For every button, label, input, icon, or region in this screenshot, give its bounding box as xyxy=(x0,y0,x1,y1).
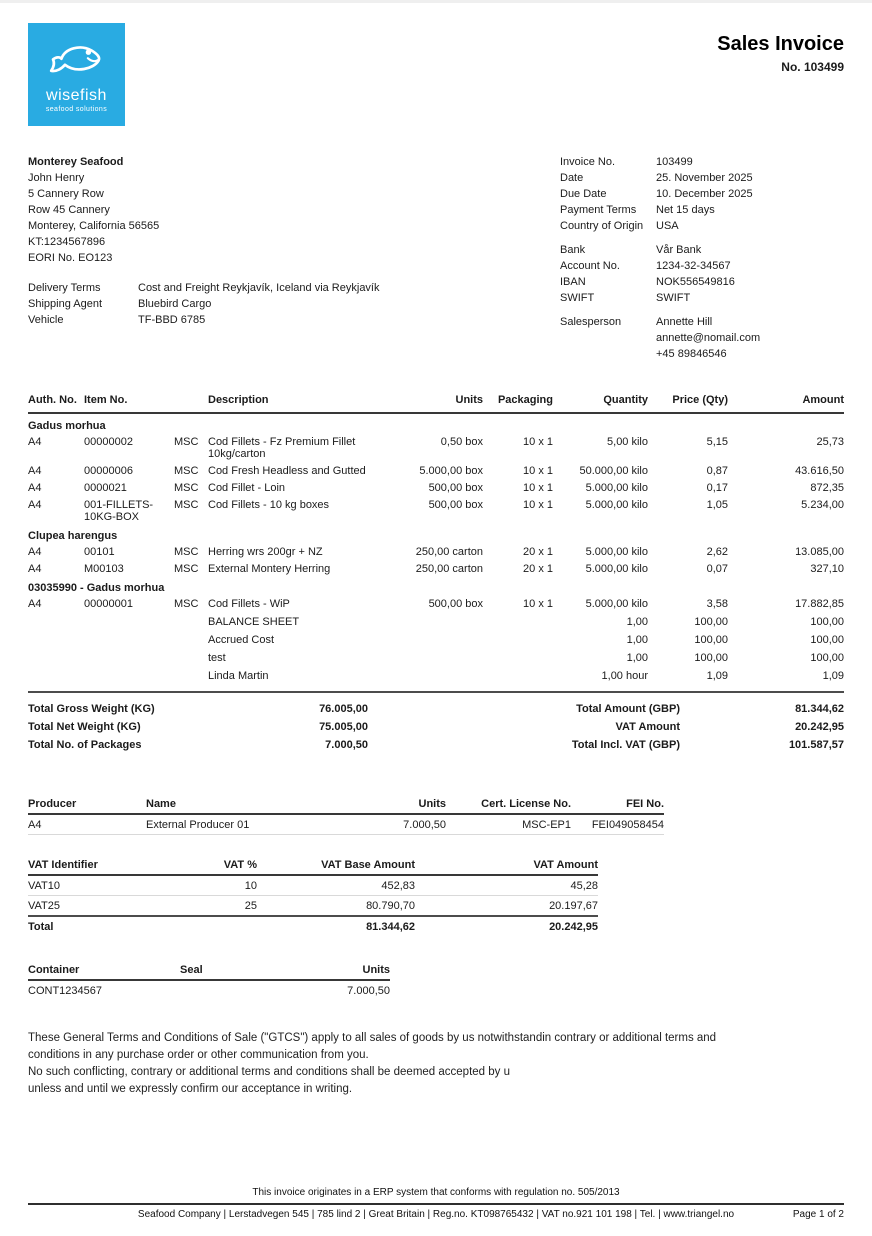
bank-info-group xyxy=(560,242,844,306)
customer-address-line: EORI No. EO123 xyxy=(28,252,113,264)
charge-row xyxy=(28,611,844,629)
vat-pct: 25 xyxy=(170,896,257,917)
table-row xyxy=(28,495,844,524)
cell-pack: 10 x 1 xyxy=(523,482,553,494)
cell-amount: 872,35 xyxy=(810,482,844,494)
total-gross-weight-row xyxy=(28,700,368,718)
cell-desc: Accrued Cost xyxy=(208,634,275,646)
company-logo xyxy=(28,23,125,126)
table-row xyxy=(28,542,844,559)
cell-units: 500,00 box xyxy=(428,482,483,494)
total-label: Total Amount (GBP) xyxy=(576,703,680,715)
due-date-row xyxy=(560,186,844,202)
producer-table xyxy=(28,798,664,835)
producer-header-row xyxy=(28,798,664,814)
title-block xyxy=(717,23,844,74)
cell-amount: 25,73 xyxy=(816,436,844,448)
cell-desc: Cod Fresh Headless and Gutted xyxy=(208,465,366,477)
info-label: IBAN xyxy=(560,276,586,288)
totals-weights xyxy=(28,700,368,754)
shipping-agent-label: Shipping Agent xyxy=(28,298,103,310)
line-items-table xyxy=(28,394,844,683)
table-row xyxy=(28,478,844,495)
cell-item: 00000006 xyxy=(84,465,133,477)
cell-amount: 100,00 xyxy=(810,616,844,628)
cell-qty: 5,00 kilo xyxy=(607,436,648,448)
cell-qty: 5.000,00 kilo xyxy=(585,546,648,558)
company-footer-line xyxy=(28,1205,844,1220)
producer-fei: FEI049058454 xyxy=(571,814,664,835)
total-net-weight-row xyxy=(28,718,368,736)
info-section xyxy=(28,154,844,370)
total-value: 81.344,62 xyxy=(795,703,844,715)
producer-cert: MSC-EP1 xyxy=(446,814,571,835)
cell-item xyxy=(84,647,174,665)
cell-cert: MSC xyxy=(174,436,199,448)
cell-price: 0,17 xyxy=(706,482,728,494)
vehicle-label: Vehicle xyxy=(28,314,64,326)
customer-name: Monterey Seafood xyxy=(28,156,124,168)
total-value: 75.005,00 xyxy=(319,721,368,733)
total-label: Total Gross Weight (KG) xyxy=(28,703,155,715)
species-group-name: Gadus morhua xyxy=(28,420,106,432)
cell-auth: A4 xyxy=(28,465,42,477)
cell-price: 1,09 xyxy=(706,670,728,682)
cell-cert: MSC xyxy=(174,465,199,477)
cell-qty: 5.000,00 kilo xyxy=(585,598,648,610)
cell-item xyxy=(84,665,174,683)
bank-row xyxy=(560,242,844,258)
salesperson-phone-row xyxy=(560,346,844,362)
info-value: Net 15 days xyxy=(656,204,715,216)
cell-units: 500,00 box xyxy=(428,499,483,511)
cell-amount: 100,00 xyxy=(810,634,844,646)
cell-cert: MSC xyxy=(174,546,199,558)
shipping-agent-row xyxy=(28,296,560,312)
cell-cert: MSC xyxy=(174,499,199,511)
vehicle-value: TF-BBD 6785 xyxy=(138,314,206,326)
cell-amount: 327,10 xyxy=(810,563,844,575)
col-auth-no: Auth. No. xyxy=(28,394,84,413)
container-row xyxy=(28,980,390,1000)
producer-id: A4 xyxy=(28,814,146,835)
cell-units: 0,50 box xyxy=(440,436,483,448)
cell-desc: Cod Fillets - Fz Premium Fillet 10kg/carton xyxy=(208,436,356,460)
items-header-row xyxy=(28,394,844,413)
delivery-terms-value: Cost and Freight Reykjavík, Iceland via Reykjavík xyxy=(138,282,380,294)
customer-address-line: KT:1234567896 xyxy=(28,236,106,248)
country-of-origin-row xyxy=(560,218,844,234)
vat-id: VAT25 xyxy=(28,896,170,917)
cell-item: 001-FILLETS-10KG-BOX xyxy=(84,499,154,523)
info-label xyxy=(560,330,656,346)
cell-desc: Linda Martin xyxy=(208,670,269,682)
invoice-number: No. 103499 xyxy=(781,60,844,74)
cell-qty: 50.000,00 kilo xyxy=(579,465,648,477)
cell-pack xyxy=(483,611,553,629)
cell-cert xyxy=(174,647,208,665)
info-label: Country of Origin xyxy=(560,220,644,232)
vat-base: 452,83 xyxy=(257,875,415,896)
cell-price: 0,87 xyxy=(706,465,728,477)
cell-desc: External Montery Herring xyxy=(208,563,331,575)
col-price: Price (Qty) xyxy=(648,394,728,413)
container-table xyxy=(28,964,390,1000)
info-value: 103499 xyxy=(656,156,693,168)
cell-amount: 5.234,00 xyxy=(801,499,844,511)
cell-auth xyxy=(28,665,84,683)
terms-line: conditions in any purchase order or other communication from you. xyxy=(28,1049,369,1061)
customer-address-line: Row 45 Cannery xyxy=(28,204,110,216)
cell-auth: A4 xyxy=(28,436,42,448)
col-cert xyxy=(174,394,208,413)
total-label: Total Net Weight (KG) xyxy=(28,721,141,733)
cell-auth: A4 xyxy=(28,499,42,511)
cell-price: 5,15 xyxy=(706,436,728,448)
charge-row xyxy=(28,647,844,665)
cell-units: 250,00 carton xyxy=(415,546,483,558)
container-seal xyxy=(180,980,298,1000)
info-label: SWIFT xyxy=(560,292,595,304)
cell-pack: 10 x 1 xyxy=(523,598,553,610)
cell-qty: 1,00 xyxy=(626,652,648,664)
cell-auth: A4 xyxy=(28,598,42,610)
tariff-group-row xyxy=(28,576,844,594)
cell-price: 100,00 xyxy=(694,634,728,646)
invoice-info-group xyxy=(560,154,844,234)
vat-pct: 10 xyxy=(170,875,257,896)
info-value: NOK556549816 xyxy=(656,276,735,288)
invoice-info-block xyxy=(560,154,844,370)
salesperson-phone: +45 89846546 xyxy=(656,348,727,360)
cell-qty: 1,00 xyxy=(626,634,648,646)
cell-price: 100,00 xyxy=(694,652,728,664)
vat-total-pct xyxy=(170,916,257,936)
total-value: 20.242,95 xyxy=(795,721,844,733)
table-row xyxy=(28,432,844,461)
total-value: 7.000,50 xyxy=(325,739,368,751)
cell-item xyxy=(84,611,174,629)
cell-cert xyxy=(174,611,208,629)
cell-amount: 43.616,50 xyxy=(795,465,844,477)
logo-tagline: seafood solutions xyxy=(45,105,108,113)
cell-units: 5.000,00 box xyxy=(419,465,483,477)
col-amount: Amount xyxy=(728,394,844,413)
total-label: Total Incl. VAT (GBP) xyxy=(571,739,680,751)
vat-header-row xyxy=(28,859,598,875)
cell-qty: 1,00 hour xyxy=(601,670,648,682)
vat-total-base: 81.344,62 xyxy=(257,916,415,936)
account-no-row xyxy=(560,258,844,274)
cell-qty: 5.000,00 kilo xyxy=(585,482,648,494)
customer-address-line: John Henry xyxy=(28,172,85,184)
salesperson-group xyxy=(560,314,844,362)
vat-amount: 20.197,67 xyxy=(415,896,598,917)
cell-cert: MSC xyxy=(174,598,199,610)
flex-spacer xyxy=(28,1098,844,1187)
species-group-name: Clupea harengus xyxy=(28,530,118,542)
terms-line: unless and until we expressly confirm our acceptance in writing. xyxy=(28,1083,353,1095)
cell-desc: test xyxy=(208,652,226,664)
container-header-row xyxy=(28,964,390,980)
col-vat-amount: VAT Amount xyxy=(415,859,598,875)
cell-pack: 20 x 1 xyxy=(523,546,553,558)
cell-item: 00000002 xyxy=(84,436,133,448)
cell-auth: A4 xyxy=(28,482,42,494)
cell-pack: 10 x 1 xyxy=(523,499,553,511)
total-label: Total No. of Packages xyxy=(28,739,142,751)
cell-units xyxy=(393,629,483,647)
cell-pack: 20 x 1 xyxy=(523,563,553,575)
col-vat-base: VAT Base Amount xyxy=(257,859,415,875)
compliance-note: This invoice originates in a ERP system that conforms with regulation no. 505/2013 xyxy=(252,1187,620,1198)
info-value: 1234-32-34567 xyxy=(656,260,731,272)
info-label: Date xyxy=(560,172,584,184)
table-row xyxy=(28,594,844,611)
cell-price: 1,05 xyxy=(706,499,728,511)
col-units: Units xyxy=(393,394,483,413)
terms-and-conditions xyxy=(28,1030,818,1098)
table-row xyxy=(28,461,844,478)
cell-auth xyxy=(28,647,84,665)
cell-auth: A4 xyxy=(28,563,42,575)
cell-cert: MSC xyxy=(174,563,199,575)
col-quantity: Quantity xyxy=(553,394,648,413)
col-units: Units xyxy=(298,964,390,980)
col-vat-pct: VAT % xyxy=(170,859,257,875)
cell-qty: 1,00 xyxy=(626,616,648,628)
fish-icon xyxy=(41,37,113,88)
document-title: Sales Invoice xyxy=(717,33,844,55)
total-label: VAT Amount xyxy=(615,721,680,733)
col-producer: Producer xyxy=(28,798,146,814)
vat-total-amount: 20.242,95 xyxy=(415,916,598,936)
producer-row xyxy=(28,814,664,835)
cell-units xyxy=(393,611,483,629)
cell-item: 00101 xyxy=(84,546,115,558)
col-item-no: Item No. xyxy=(84,394,174,413)
info-value: Vår Bank xyxy=(656,244,702,256)
container-id: CONT1234567 xyxy=(28,985,102,997)
col-description: Description xyxy=(208,394,393,413)
header xyxy=(28,23,844,126)
cell-qty: 5.000,00 kilo xyxy=(585,499,648,511)
info-label: Payment Terms xyxy=(560,204,637,216)
date-row xyxy=(560,170,844,186)
total-amount-row xyxy=(480,700,844,718)
col-vat-identifier: VAT Identifier xyxy=(28,859,170,875)
cell-auth xyxy=(28,629,84,647)
iban-row xyxy=(560,274,844,290)
info-value: 10. December 2025 xyxy=(656,188,753,200)
vat-total-label: Total xyxy=(28,916,170,936)
cell-desc: Cod Fillets - WiP xyxy=(208,598,290,610)
cell-auth xyxy=(28,611,84,629)
cell-desc: BALANCE SHEET xyxy=(208,616,300,628)
info-label xyxy=(560,346,656,362)
cell-amount: 100,00 xyxy=(810,652,844,664)
info-value: USA xyxy=(656,220,679,232)
producer-name: External Producer 01 xyxy=(146,814,341,835)
info-label: Salesperson xyxy=(560,316,622,328)
cell-pack: 10 x 1 xyxy=(523,465,553,477)
container-units: 7.000,50 xyxy=(347,985,390,997)
cell-desc: Cod Fillets - 10 kg boxes xyxy=(208,499,330,511)
totals-section xyxy=(28,691,844,754)
cell-units: 500,00 box xyxy=(428,598,483,610)
tariff-group-name: 03035990 - Gadus morhua xyxy=(28,582,165,594)
col-seal: Seal xyxy=(180,964,298,980)
info-value: 25. November 2025 xyxy=(656,172,753,184)
total-incl-vat-row xyxy=(480,736,844,754)
col-fei: FEI No. xyxy=(571,798,664,814)
species-group-row xyxy=(28,524,844,542)
salesperson-email-row xyxy=(560,330,844,346)
vat-row xyxy=(28,896,598,917)
species-group-row xyxy=(28,413,844,432)
cell-desc: Cod Fillet - Loin xyxy=(208,482,286,494)
terms-line: These General Terms and Conditions of Sale ("GTCS") apply to all sales of goods by us notwithstandin contrary or additional terms and xyxy=(28,1032,717,1044)
payment-terms-row xyxy=(560,202,844,218)
info-label: Invoice No. xyxy=(560,156,616,168)
cell-units xyxy=(393,647,483,665)
total-packages-row xyxy=(28,736,368,754)
cell-units xyxy=(393,665,483,683)
cell-amount: 17.882,85 xyxy=(795,598,844,610)
info-value: SWIFT xyxy=(656,292,691,304)
logo-brand-text: wisefish xyxy=(46,86,107,104)
cell-cert xyxy=(174,629,208,647)
vat-id: VAT10 xyxy=(28,875,170,896)
total-value: 101.587,57 xyxy=(788,739,844,751)
cell-cert xyxy=(174,665,208,683)
cell-pack xyxy=(483,629,553,647)
producer-units: 7.000,50 xyxy=(341,814,446,835)
delivery-block xyxy=(28,280,560,328)
cell-price: 0,07 xyxy=(706,563,728,575)
fish-icon-svg xyxy=(41,37,113,83)
totals-amounts xyxy=(480,700,844,754)
cell-qty: 5.000,00 kilo xyxy=(585,563,648,575)
cell-pack xyxy=(483,665,553,683)
cell-desc: Herring wrs 200gr + NZ xyxy=(208,546,323,558)
col-packaging: Packaging xyxy=(483,394,553,413)
cell-item: 0000021 xyxy=(84,482,127,494)
customer-address-line: Monterey, California 56565 xyxy=(28,220,160,232)
vat-row xyxy=(28,875,598,896)
footer xyxy=(28,1187,844,1220)
col-units: Units xyxy=(341,798,446,814)
cell-cert: MSC xyxy=(174,482,199,494)
vat-base: 80.790,70 xyxy=(257,896,415,917)
vat-amount-row xyxy=(480,718,844,736)
info-value: Annette Hill xyxy=(656,316,713,328)
cell-amount: 13.085,00 xyxy=(795,546,844,558)
shipping-agent-value: Bluebird Cargo xyxy=(138,298,212,310)
cell-price: 100,00 xyxy=(694,616,728,628)
charge-row xyxy=(28,665,844,683)
cell-item: 00000001 xyxy=(84,598,133,610)
col-name: Name xyxy=(146,798,341,814)
page-number: Page 1 of 2 xyxy=(792,1209,844,1220)
total-value: 76.005,00 xyxy=(319,703,368,715)
delivery-terms-label: Delivery Terms xyxy=(28,282,101,294)
info-label: Account No. xyxy=(560,260,620,272)
cell-pack: 10 x 1 xyxy=(523,436,553,448)
cell-units: 250,00 carton xyxy=(415,563,483,575)
table-row xyxy=(28,559,844,576)
company-details: Seafood Company | Lerstadvegen 545 | 785 lind 2 | Great Britain | Reg.no. KT098765432 | VAT no.921 101 198 | Tel. | www.triangel.no xyxy=(137,1209,735,1220)
cell-auth: A4 xyxy=(28,546,42,558)
customer-block xyxy=(28,154,560,370)
col-cert-license: Cert. License No. xyxy=(446,798,571,814)
cell-amount: 1,09 xyxy=(822,670,844,682)
swift-row xyxy=(560,290,844,306)
cell-price: 2,62 xyxy=(706,546,728,558)
salesperson-email: annette@nomail.com xyxy=(656,332,761,344)
cell-item: M00103 xyxy=(84,563,124,575)
info-label: Due Date xyxy=(560,188,607,200)
salesperson-row xyxy=(560,314,844,330)
info-label: Bank xyxy=(560,244,586,256)
customer-address-line: 5 Cannery Row xyxy=(28,188,104,200)
vehicle-row xyxy=(28,312,560,328)
vat-table xyxy=(28,859,598,936)
delivery-terms-row xyxy=(28,280,560,296)
invoice-no-row xyxy=(560,154,844,170)
charge-row xyxy=(28,629,844,647)
vat-amount: 45,28 xyxy=(415,875,598,896)
invoice-page xyxy=(0,3,872,1236)
vat-total-row xyxy=(28,916,598,936)
cell-item xyxy=(84,629,174,647)
col-container: Container xyxy=(28,964,180,980)
terms-line: No such conflicting, contrary or additional terms and conditions shall be deemed accepted by u xyxy=(28,1066,510,1078)
cell-pack xyxy=(483,647,553,665)
cell-price: 3,58 xyxy=(706,598,728,610)
